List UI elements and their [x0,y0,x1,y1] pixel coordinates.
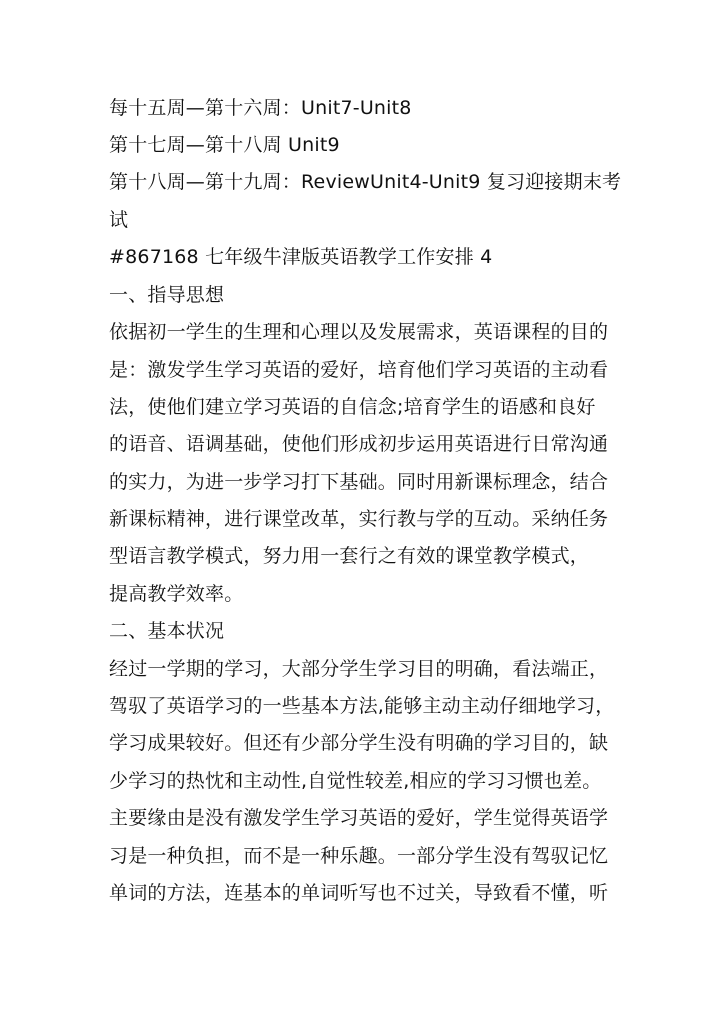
schedule-line-weeks-17-18: 第十七周—第十八周 Unit9 [109,134,340,156]
paragraph-line: 新课标精神，进行课堂改革，实行教与学的互动。采纳任务 [109,508,609,530]
paragraph-line: 依据初一学生的生理和心理以及发展需求，英语课程的目的 [109,321,609,343]
document-title: #867168 七年级牛津版英语教学工作安排 4 [109,246,493,268]
paragraph-line: 学习成果较好。但还有少部分学生没有明确的学习目的，缺 [109,732,609,754]
section-heading-basic-situation: 二、基本状况 [109,620,225,642]
schedule-line-weeks-15-16: 每十五周—第十六周：Unit7-Unit8 [109,97,412,119]
paragraph-line: 的实力，为进一步学习打下基础。同时用新课标理念，结合 [109,471,609,493]
paragraph-line: 法，使他们建立学习英语的自信念;培育学生的语感和良好 [109,396,596,418]
paragraph-line: 经过一学期的学习，大部分学生学习目的明确，看法端正， [109,658,609,680]
section-heading-guiding-ideology: 一、指导思想 [109,284,225,306]
schedule-line-weeks-18-19: 第十八周—第十九周：ReviewUnit4-Unit9 复习迎接期末考 [109,171,622,193]
paragraph-line: 少学习的热忱和主动性,自觉性较差,相应的学习习惯也差。 [109,770,602,792]
paragraph-line: 提高教学效率。 [109,583,244,605]
paragraph-line: 型语言教学模式，努力用一套行之有效的课堂教学模式， [109,545,590,567]
schedule-line-weeks-18-19-cont: 试 [109,209,129,231]
paragraph-line: 单词的方法，连基本的单词听写也不过关，导致看不懂，听 [109,882,609,904]
paragraph-line: 习是一种负担，而不是一种乐趣。一部分学生没有驾驭记忆 [109,845,609,867]
paragraph-line: 驾驭了英语学习的一些基本方法,能够主动主动仔细地学习， [109,695,615,717]
paragraph-line: 主要缘由是没有激发学生学习英语的爱好，学生觉得英语学 [109,807,609,829]
paragraph-line: 的语音、语调基础，使他们形成初步运用英语进行日常沟通 [109,433,609,455]
paragraph-line: 是：激发学生学习英语的爱好，培育他们学习英语的主动看 [109,359,609,381]
